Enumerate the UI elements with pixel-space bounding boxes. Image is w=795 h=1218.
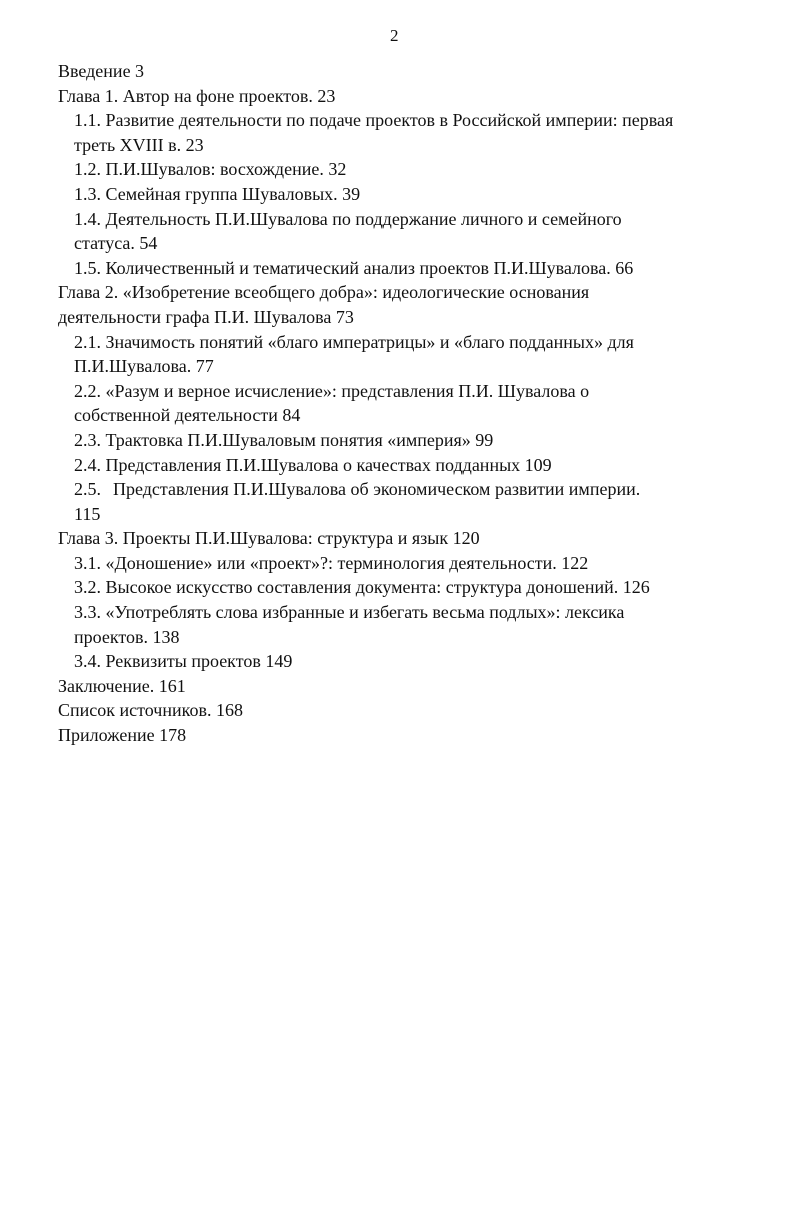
- toc-entry-section-1-3: 1.3. Семейная группа Шуваловых. 39: [74, 183, 361, 204]
- toc-entry-section-3-3-cont: проектов. 138: [74, 626, 180, 647]
- toc-entry-section-2-5-cont: 115: [74, 503, 101, 524]
- toc-entry-chapter-2-cont: деятельности графа П.И. Шувалова 73: [58, 306, 354, 327]
- toc-entry-section-2-5: [58, 477, 748, 502]
- toc-entry-chapter-3: Глава 3. Проекты П.И.Шувалова: структура и язык 120: [58, 528, 480, 549]
- toc-entry-section-3-1: 3.1. «Доношение» или «проект»?: терминология деятельности. 122: [74, 552, 589, 573]
- page-number: 2: [390, 26, 399, 45]
- toc-entry-section-2-2-cont: собственной деятельности 84: [74, 405, 301, 426]
- toc-entry-section-2-1: 2.1. Значимость понятий «благо императрицы» и «благо подданных» для: [74, 331, 634, 352]
- toc-entry-section-1-5: 1.5. Количественный и тематический анализ проектов П.И.Шувалова. 66: [74, 257, 634, 278]
- toc-entry-chapter-1: Глава 1. Автор на фоне проектов. 23: [58, 85, 336, 106]
- toc-entry-section-1-1-cont: треть XVIII в. 23: [74, 134, 204, 155]
- table-of-contents: [58, 59, 748, 748]
- toc-entry-section-1-4-cont: статуса. 54: [74, 233, 158, 254]
- toc-entry-section-2-5-number: 2.5.: [74, 479, 101, 500]
- toc-entry-section-2-1-cont: П.И.Шувалова. 77: [74, 356, 214, 377]
- toc-entry-section-2-4: 2.4. Представления П.И.Шувалова о качествах подданных 109: [74, 454, 552, 475]
- toc-entry-introduction: Введение 3: [58, 61, 145, 81]
- toc-entry-conclusion: Заключение. 161: [58, 675, 186, 696]
- toc-entry-section-1-2: 1.2. П.И.Шувалов: восхождение. 32: [74, 159, 347, 180]
- toc-entry-section-1-4: 1.4. Деятельность П.И.Шувалова по поддержание личного и семейного: [74, 208, 622, 229]
- toc-entry-section-2-3: 2.3. Трактовка П.И.Шуваловым понятия «империя» 99: [74, 429, 494, 450]
- toc-entry-section-3-2: 3.2. Высокое искусство составления документа: структура доношений. 126: [74, 577, 650, 598]
- toc-entry-appendix: Приложение 178: [58, 725, 187, 746]
- toc-entry-sources: Список источников. 168: [58, 700, 243, 721]
- toc-entry-section-3-3: 3.3. «Употреблять слова избранные и избегать весьма подлых»: лексика: [74, 602, 625, 623]
- toc-entry-chapter-2: Глава 2. «Изобретение всеобщего добра»: идеологические основания: [58, 282, 590, 303]
- toc-entry-section-1-1: 1.1. Развитие деятельности по подаче проектов в Российской империи: первая: [74, 110, 674, 131]
- toc-entry-section-3-4: 3.4. Реквизиты проектов 149: [74, 651, 293, 672]
- toc-entry-section-2-2: 2.2. «Разум и верное исчисление»: представления П.И. Шувалова о: [74, 380, 590, 401]
- toc-entry-section-2-5-title: Представления П.И.Шувалова об экономическом развитии империи.: [113, 479, 641, 500]
